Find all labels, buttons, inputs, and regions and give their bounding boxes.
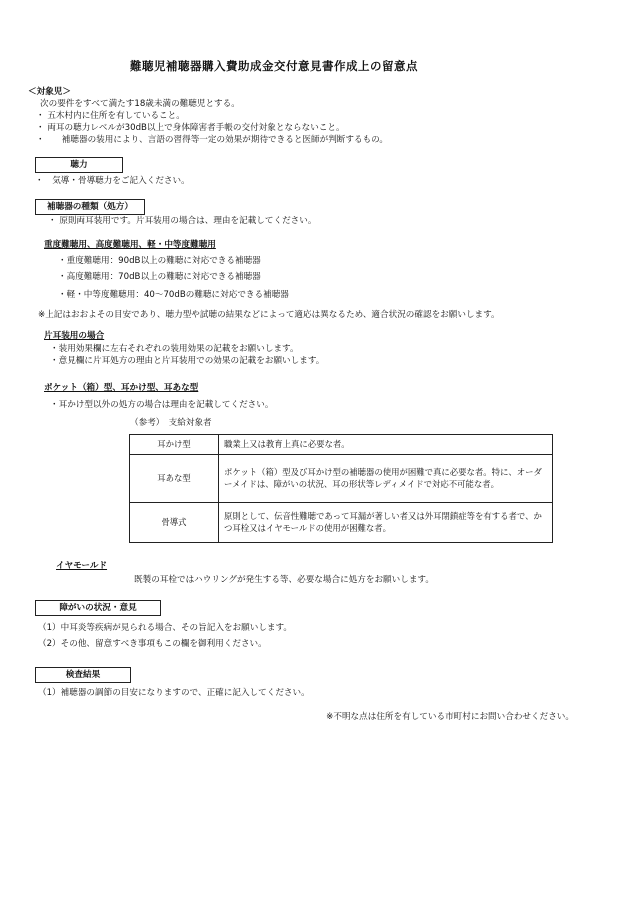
grade-item: ・高度難聴用：70dB以上の難聴に対応できる補聴器 <box>58 272 261 282</box>
target-item: ・ 両耳の聴力レベルが30dB以上で身体障害者手帳の交付対象とならないこと。 <box>36 123 345 133</box>
reference-table <box>129 434 553 543</box>
one-ear-heading: 片耳装用の場合 <box>44 331 105 341</box>
table-cell-desc: ポケット（箱）型及び耳かけ型の補聴器の使用が困難で真に必要な者。特に、オーダーメイドは、障がいの状況、耳の形状等レディメイドで対応不可能な者。 <box>219 455 553 503</box>
target-item: ・ 補聴器の装用により、言語の習得等一定の効果が期待できると医師が判断するもの。 <box>36 135 389 145</box>
grade-item: ・軽・中等度難聴用：40～70dBの難聴に対応できる補聴器 <box>58 290 289 300</box>
disability-label: 障がいの状況・意見 <box>35 600 161 616</box>
table-cell-desc: 原則として、伝音性難聴であって耳漏が著しい者又は外耳閉鎖症等を有する者で、かつ耳栓又はイヤモールドの使用が困難な者。 <box>219 503 553 543</box>
table-cell-type: 耳あな型 <box>130 455 219 503</box>
target-intro: 次の要件をすべて満たす18歳未満の難聴児とする。 <box>40 99 240 109</box>
earmold-heading: イヤモールド <box>56 561 108 571</box>
exam-label: 検査結果 <box>35 667 131 683</box>
page-title: 難聴児補聴器購入費助成金交付意見書作成上の留意点 <box>130 59 418 73</box>
one-ear-item: ・装用効果欄に左右それぞれの装用効果の記載をお願いします。 <box>50 344 299 354</box>
earmold-note: 既製の耳栓ではハウリングが発生する等、必要な場合に処方をお願いします。 <box>134 575 434 585</box>
table-cell-type: 耳かけ型 <box>130 435 219 455</box>
footer-note: ※不明な点は住所を有している市町村にお問い合わせください。 <box>326 712 574 722</box>
aid-type-note: ・ 原則両耳装用です。片耳装用の場合は、理由を記載してください。 <box>48 216 317 226</box>
hearing-note: ・ 気導・骨導聴力をご記入ください。 <box>35 176 190 186</box>
aid-type-label: 補聴器の種類（処方） <box>35 199 145 215</box>
pocket-note: ・耳かけ型以外の処方の場合は理由を記載してください。 <box>50 400 274 410</box>
disability-item: （2）その他、留意すべき事項もこの欄を御利用ください。 <box>38 639 267 649</box>
disability-item: （1）中耳炎等疾病が見られる場合、その旨記入をお願いします。 <box>38 623 292 633</box>
exam-item: （1）補聴器の調節の目安になりますので、正確に記入してください。 <box>38 688 310 698</box>
grade-note: ※上記はおおよその目安であり、聴力型や試聴の結果などによって適応は異なるため、適合状況の確認をお願いします。 <box>38 310 500 320</box>
table-row <box>130 435 553 455</box>
table-cell-desc: 職業上又は教育上真に必要な者。 <box>219 435 553 455</box>
target-item: ・ 五木村内に住所を有していること。 <box>36 111 185 121</box>
reference-caption: （参考） 支給対象者 <box>130 418 212 428</box>
pocket-heading: ポケット（箱）型、耳かけ型、耳あな型 <box>44 383 199 393</box>
grade-item: ・重度難聴用：90dB以上の難聴に対応できる補聴器 <box>58 256 261 266</box>
table-cell-type: 骨導式 <box>130 503 219 543</box>
target-heading: ＜対象児＞ <box>28 87 71 97</box>
grade-heading: 重度難聴用、高度難聴用、軽・中等度難聴用 <box>44 240 216 250</box>
table-row <box>130 503 553 543</box>
one-ear-item: ・意見欄に片耳処方の理由と片耳装用での効果の記載をお願いします。 <box>50 356 325 366</box>
hearing-label: 聴力 <box>35 157 123 173</box>
table-row <box>130 455 553 503</box>
